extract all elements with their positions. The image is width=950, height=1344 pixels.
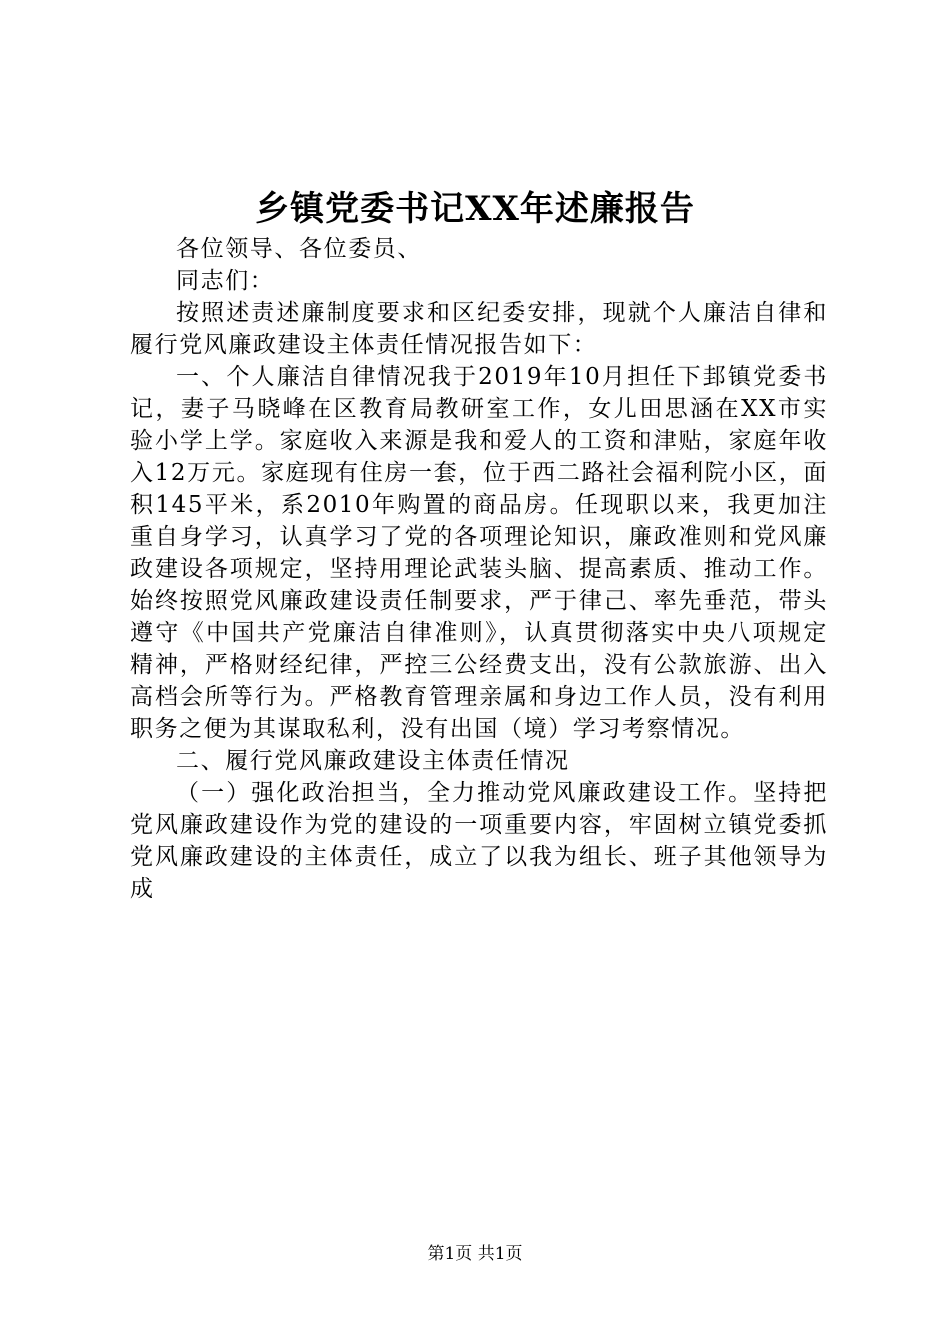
salutation-line-2: 同志们： <box>176 268 275 294</box>
paragraph-section-1: 一、个人廉洁自律情况我于2019年10月担任下邽镇党委书记，妻子马晓峰在区教育局教研室工作，女儿田思涵在XX市实验小学上学。家庭收入来源是我和爱人的工资和津贴，家庭年收入12万元。家庭现有住房一套，位于西二路社会福利院小区，面积145平米，系2010年购置的商品房。任现职以来，我更加注重自身学习，认真学习了党的各项理论知识，廉政准则和党风廉政建设各项规定，坚持用理论武装头脑、提高素质、推动工作。始终按照党风廉政建设责任制要求，严于律己、率先垂范，带头遵守《中国共产党廉洁自律准则》，认真贯彻落实中央八项规定精神，严格财经纪律，严控三公经费支出，没有公款旅游、出入高档会所等行为。严格教育管理亲属和身边工作人员，没有利用职务之便为其谋取私利，没有出国（境）学习考察情况。 <box>130 364 828 742</box>
paragraph-section-2-item-1: （一）强化政治担当，全力推动党风廉政建设工作。坚持把党风廉政建设作为党的建设的一项重要内容，牢固树立镇党委抓党风廉政建设的主体责任，成立了以我为组长、班子其他领导为成 <box>130 780 828 902</box>
paragraph-intro: 按照述责述廉制度要求和区纪委安排，现就个人廉洁自律和履行党风廉政建设主体责任情况报告如下： <box>130 300 828 358</box>
page-footer: 第1页 共1页 <box>427 1244 523 1264</box>
salutation-line-1: 各位领导、各位委员、 <box>176 236 422 262</box>
document-title: 乡镇党委书记XX年述廉报告 <box>255 189 695 229</box>
document-body <box>130 233 828 905</box>
paragraph-section-2-heading: 二、履行党风廉政建设主体责任情况 <box>176 748 570 774</box>
